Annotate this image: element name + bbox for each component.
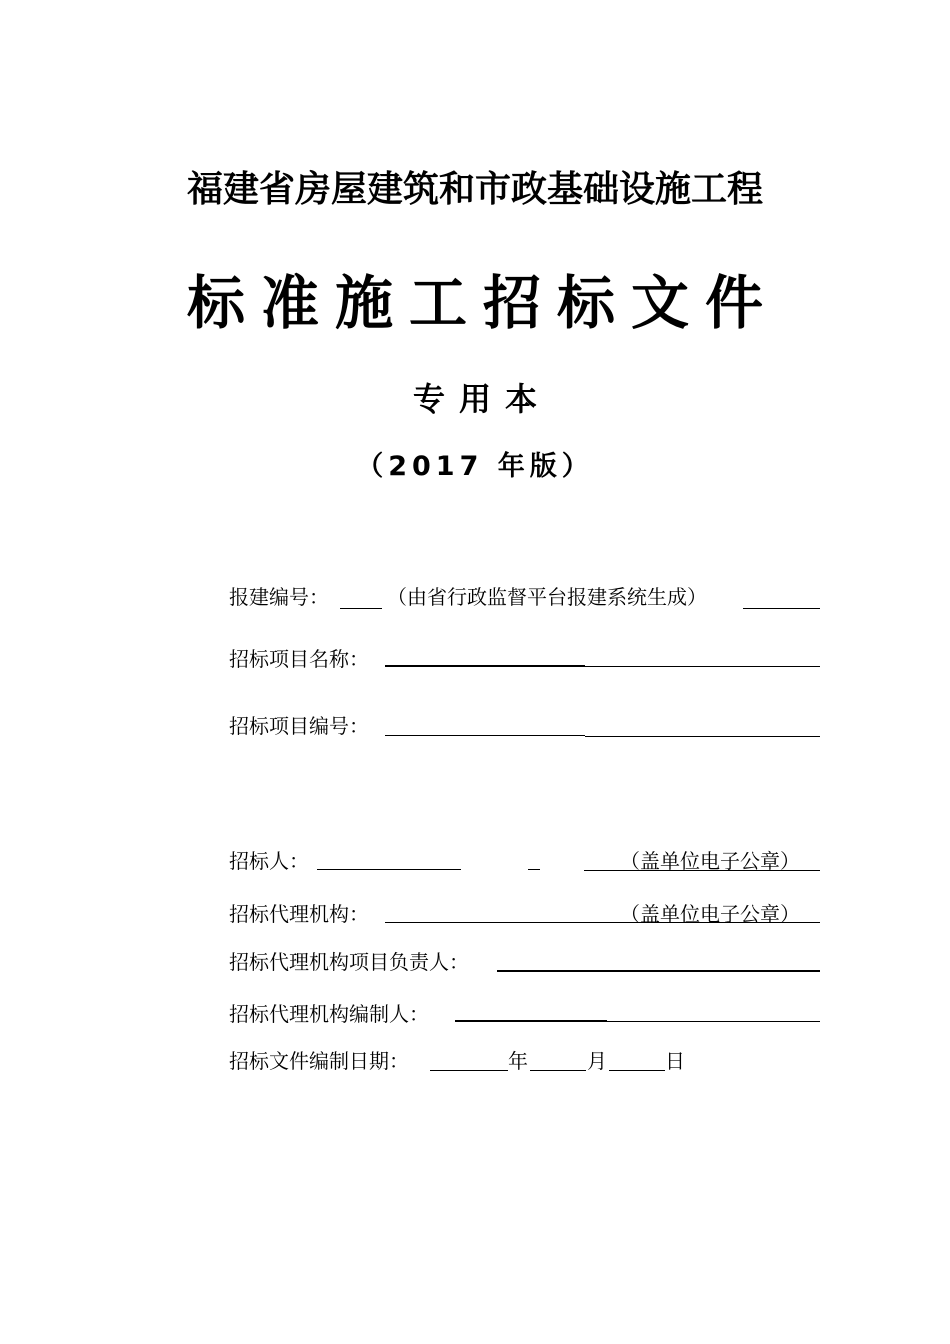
registration-no-underline-right bbox=[743, 608, 820, 609]
document-title-line1: 福建省房屋建筑和市政基础设施工程 bbox=[186, 169, 763, 210]
project-no-label: 招标项目编号： bbox=[229, 714, 369, 738]
project-name-underline bbox=[585, 666, 820, 667]
agency-seal-note: （盖单位电子公章） bbox=[620, 902, 800, 926]
agency-preparer-underline-bold bbox=[455, 1020, 607, 1022]
tenderer-underline-b bbox=[528, 869, 540, 870]
prep-date-day-underline bbox=[609, 1070, 665, 1071]
prep-date-month-underline bbox=[530, 1070, 586, 1071]
prep-date-month-unit: 月 bbox=[587, 1049, 607, 1073]
prep-date-label: 招标文件编制日期： bbox=[229, 1049, 409, 1073]
agency-label: 招标代理机构： bbox=[229, 902, 369, 926]
agency-preparer-label: 招标代理机构编制人： bbox=[229, 1002, 429, 1026]
project-no-underline-first bbox=[385, 735, 585, 736]
tenderer-underline-a bbox=[317, 869, 461, 870]
registration-no-value: （由省行政监督平台报建系统生成） bbox=[387, 585, 707, 609]
agency-preparer-underline bbox=[607, 1021, 820, 1022]
prep-date-year-unit: 年 bbox=[508, 1049, 528, 1073]
prep-date-day-unit: 日 bbox=[665, 1049, 685, 1073]
agency-project-lead-underline bbox=[497, 970, 820, 972]
project-name-underline-bold bbox=[385, 665, 585, 667]
agency-project-lead-label: 招标代理机构项目负责人： bbox=[229, 950, 469, 974]
registration-no-label: 报建编号： bbox=[229, 585, 329, 609]
prep-date-year-underline bbox=[430, 1070, 508, 1071]
project-name-label: 招标项目名称： bbox=[229, 647, 369, 671]
tenderer-label: 招标人： bbox=[229, 849, 309, 873]
document-edition-label: 专用本 bbox=[412, 380, 551, 418]
document-title-line2: 标准施工招标文件 bbox=[186, 269, 779, 337]
registration-no-underline-left bbox=[340, 608, 382, 609]
project-no-underline bbox=[585, 736, 820, 737]
tenderer-seal-note: （盖单位电子公章） bbox=[620, 849, 800, 873]
document-version-year: （2017 年版） bbox=[356, 451, 594, 482]
